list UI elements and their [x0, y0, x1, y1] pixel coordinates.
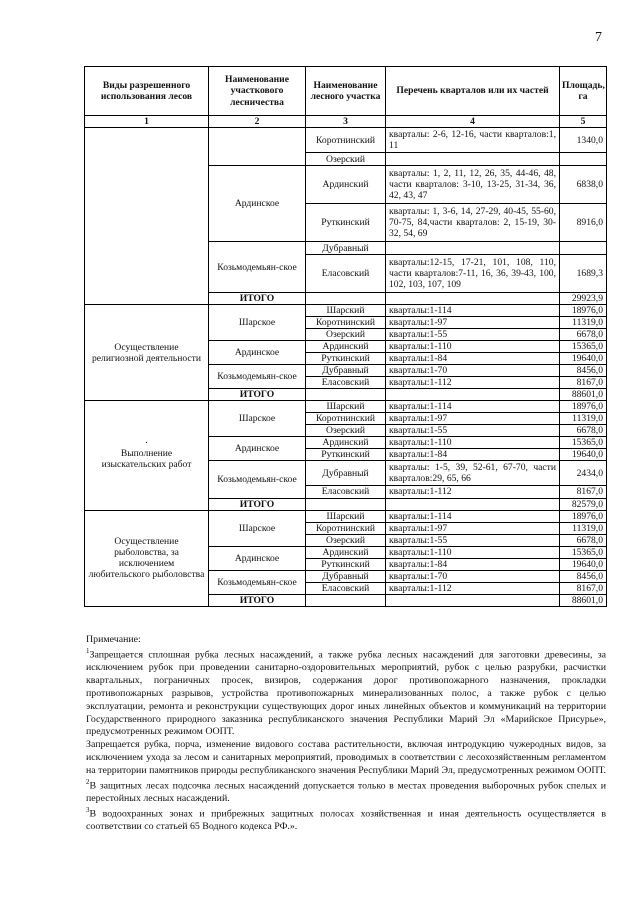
- column-number: 1: [85, 116, 209, 128]
- quarters-cell: кварталы:1-55: [386, 425, 560, 437]
- table-row: [85, 305, 607, 317]
- district-cell: Ардинское: [209, 341, 306, 365]
- total-plot-empty: [306, 293, 386, 305]
- notes-title: Примечание:: [86, 634, 141, 645]
- area-cell: 11319,0: [560, 413, 607, 425]
- note-2: [86, 778, 606, 806]
- quarters-cell: кварталы:1-55: [386, 329, 560, 341]
- header-row: [85, 67, 607, 116]
- area-cell: 19640,0: [560, 353, 607, 365]
- quarters-cell: кварталы:1-112: [386, 377, 560, 389]
- header-plot: Наименование лесного участка: [306, 67, 386, 116]
- quarters-cell: кварталы: 1, 3-6, 14, 27-29, 40-45, 55-60, 70-75, 84,части кварталов: 2, 15-19, 30-32, 54, 69: [386, 204, 560, 242]
- area-cell: 8167,0: [560, 486, 607, 498]
- total-area: 88601,0: [560, 594, 607, 606]
- note-2-text: В защитных лесах подсочка лесных насаждений допускается только в местах проведения выборочных рубок спелых и перестойных лесных насаждений.: [86, 780, 606, 805]
- page-number: 7: [595, 30, 602, 45]
- area-cell: 15365,0: [560, 341, 607, 353]
- area-cell: 6678,0: [560, 425, 607, 437]
- total-label: ИТОГО: [209, 293, 306, 305]
- district-cell: Шарское: [209, 510, 306, 546]
- plot-cell: Коротнинский: [306, 522, 386, 534]
- quarters-cell: кварталы:1-114: [386, 305, 560, 317]
- table-row: [85, 510, 607, 522]
- plot-cell: Шарский: [306, 401, 386, 413]
- column-number: 4: [386, 116, 560, 128]
- header-use: Виды разрешенного использования лесов: [85, 67, 209, 116]
- use-type-cell: [85, 128, 209, 305]
- plot-cell: Ардинский: [306, 437, 386, 449]
- note-1b: Запрещается рубка, порча, изменение видового состава растительности, включая интродукцию чужеродных видов, за исключением ухода за лесом и санитарных мероприятий, проводимых в соответствии с лесохозяйственным регламентом на территории памятников природы республиканского значения Республики Марий Эл, предусмотренных режимом ООПТ.: [86, 739, 606, 777]
- plot-cell: Дубравный: [306, 461, 386, 486]
- district-cell: Козьмодемьян-ское: [209, 242, 306, 293]
- footnote-mark: 2: [86, 777, 90, 786]
- quarters-cell: кварталы:1-84: [386, 353, 560, 365]
- area-cell: 8167,0: [560, 582, 607, 594]
- area-cell: 8167,0: [560, 377, 607, 389]
- column-numbers-row: [85, 116, 607, 128]
- quarters-cell: [386, 153, 560, 166]
- area-cell: 18976,0: [560, 305, 607, 317]
- area-cell: 1340,0: [560, 128, 607, 153]
- district-cell: Ардинское: [209, 437, 306, 461]
- total-area: 82579,0: [560, 498, 607, 510]
- quarters-cell: кварталы:12-15, 17-21, 101, 108, 110, части кварталов:7-11, 16, 36, 39-43, 100, 102, 103, 107, 109: [386, 255, 560, 293]
- quarters-cell: кварталы:1-70: [386, 570, 560, 582]
- header-area: Площадь, га: [560, 67, 607, 116]
- use-type-cell: [85, 401, 209, 510]
- area-cell: 1689,3: [560, 255, 607, 293]
- plot-cell: Еласовский: [306, 486, 386, 498]
- quarters-cell: кварталы:1-110: [386, 546, 560, 558]
- use-type-cell: Осуществление рыболовства, за исключением любительского рыболовства: [85, 510, 209, 606]
- district-cell: Ардинское: [209, 166, 306, 242]
- use-type-cell: Осуществление религиозной деятельности: [85, 305, 209, 401]
- column-number: 3: [306, 116, 386, 128]
- quarters-cell: кварталы: 1, 2, 11, 12, 26, 35, 44-46, 48, части кварталов: 3-10, 13-25, 31-34, 36, 42, 43, 47: [386, 166, 560, 204]
- plot-cell: Ардинский: [306, 341, 386, 353]
- plot-cell: Дубравный: [306, 570, 386, 582]
- total-label: ИТОГО: [209, 594, 306, 606]
- plot-cell: Коротнинский: [306, 128, 386, 153]
- note-1: [86, 647, 606, 739]
- plot-cell: Ардинский: [306, 546, 386, 558]
- plot-cell: Озерский: [306, 153, 386, 166]
- column-number: 5: [560, 116, 607, 128]
- quarters-cell: кварталы:1-84: [386, 558, 560, 570]
- area-cell: 15365,0: [560, 546, 607, 558]
- plot-cell: Руткинский: [306, 558, 386, 570]
- quarters-cell: кварталы: 1-5, 39, 52-61, 67-70, части кварталов:29, 65, 66: [386, 461, 560, 486]
- area-cell: 11319,0: [560, 317, 607, 329]
- district-cell: Ардинское: [209, 546, 306, 570]
- area-cell: 6678,0: [560, 534, 607, 546]
- total-label: ИТОГО: [209, 498, 306, 510]
- quarters-cell: кварталы:1-55: [386, 534, 560, 546]
- plot-cell: Шарский: [306, 305, 386, 317]
- quarters-cell: кварталы: 2-6, 12-16, части кварталов:1, 11: [386, 128, 560, 153]
- quarters-cell: кварталы:1-110: [386, 437, 560, 449]
- area-cell: 2434,0: [560, 461, 607, 486]
- plot-cell: Коротнинский: [306, 413, 386, 425]
- plot-cell: Еласовский: [306, 255, 386, 293]
- plot-cell: Озерский: [306, 329, 386, 341]
- total-label: ИТОГО: [209, 389, 306, 401]
- notes-section: [86, 634, 606, 834]
- district-cell: Козьмодемьян-ское: [209, 461, 306, 498]
- column-number: 2: [209, 116, 306, 128]
- quarters-cell: [386, 242, 560, 255]
- total-list-empty: [386, 293, 560, 305]
- plot-cell: Озерский: [306, 425, 386, 437]
- use-type-label: Выполнение изыскательских работ: [101, 448, 192, 471]
- quarters-cell: кварталы:1-112: [386, 486, 560, 498]
- district-cell: Козьмодемьян-ское: [209, 365, 306, 389]
- quarters-cell: кварталы:1-97: [386, 522, 560, 534]
- quarters-cell: кварталы:1-97: [386, 317, 560, 329]
- quarters-cell: кварталы:1-114: [386, 510, 560, 522]
- plot-cell: Дубравный: [306, 365, 386, 377]
- plot-cell: Шарский: [306, 510, 386, 522]
- note-3-text: В водоохранных зонах и прибрежных защитных полосах хозяйственная и иная деятельность осуществляется в соответствии со статьей 65 Водного кодекса РФ.».: [86, 808, 606, 833]
- plot-cell: Еласовский: [306, 582, 386, 594]
- total-plot-empty: [306, 594, 386, 606]
- total-list-empty: [386, 498, 560, 510]
- district-cell: Шарское: [209, 401, 306, 437]
- quarters-cell: кварталы:1-110: [386, 341, 560, 353]
- area-cell: 19640,0: [560, 558, 607, 570]
- area-cell: 19640,0: [560, 449, 607, 461]
- table-row: [85, 128, 607, 153]
- total-area: 29923,9: [560, 293, 607, 305]
- plot-cell: Коротнинский: [306, 317, 386, 329]
- area-cell: 11319,0: [560, 522, 607, 534]
- total-list-empty: [386, 594, 560, 606]
- header-district: Наименование участкового лесничества: [209, 67, 306, 116]
- quarters-cell: кварталы:1-97: [386, 413, 560, 425]
- area-cell: 6678,0: [560, 329, 607, 341]
- district-cell: Шарское: [209, 305, 306, 341]
- total-plot-empty: [306, 498, 386, 510]
- quarters-cell: кварталы:1-84: [386, 449, 560, 461]
- note-3: [86, 806, 606, 834]
- area-cell: 18976,0: [560, 401, 607, 413]
- footnote-mark: 3: [86, 805, 90, 814]
- total-area: 88601,0: [560, 389, 607, 401]
- plot-cell: Руткинский: [306, 353, 386, 365]
- quarters-cell: кварталы:1-114: [386, 401, 560, 413]
- plot-cell: Руткинский: [306, 449, 386, 461]
- quarters-cell: кварталы:1-70: [386, 365, 560, 377]
- total-plot-empty: [306, 389, 386, 401]
- quarters-cell: кварталы:1-112: [386, 582, 560, 594]
- stray-mark: ·: [144, 438, 149, 450]
- plot-cell: Руткинский: [306, 204, 386, 242]
- district-cell: [209, 128, 306, 166]
- area-cell: 8456,0: [560, 365, 607, 377]
- forest-use-table: [84, 66, 607, 607]
- district-cell: Козьмодемьян-ское: [209, 570, 306, 594]
- area-cell: 6838,0: [560, 166, 607, 204]
- area-cell: 8916,0: [560, 204, 607, 242]
- footnote-mark: 1: [86, 646, 90, 655]
- table-row: [85, 401, 607, 413]
- area-cell: 8456,0: [560, 570, 607, 582]
- total-list-empty: [386, 389, 560, 401]
- plot-cell: Дубравный: [306, 242, 386, 255]
- area-cell: 18976,0: [560, 510, 607, 522]
- plot-cell: Озерский: [306, 534, 386, 546]
- header-list: Перечень кварталов или их частей: [386, 67, 560, 116]
- area-cell: 15365,0: [560, 437, 607, 449]
- plot-cell: Еласовский: [306, 377, 386, 389]
- area-cell: [560, 242, 607, 255]
- note-1-text: Запрещается сплошная рубка лесных насаждений, а также рубка лесных насаждений для заготовки древесины, за исключением рубок при проведении санитарно-оздоровительных мероприятий, рубок с целью разрубки, расчистки квартальных, пограничных просек, визиров, содержания дорог противопожарного назначения, прокладки противопожарных разрывов, устройства противопожарных минерализованных полос, а также рубок с целью эксплуатации, ремонта и реконструкции существующих дорог иных линейных объектов и коммуникаций на территории Государственного природного заказника республиканского значения Республики Марий Эл «Марийское Присурье», предусмотренных режимом ООПТ.: [86, 649, 606, 738]
- plot-cell: Ардинский: [306, 166, 386, 204]
- area-cell: [560, 153, 607, 166]
